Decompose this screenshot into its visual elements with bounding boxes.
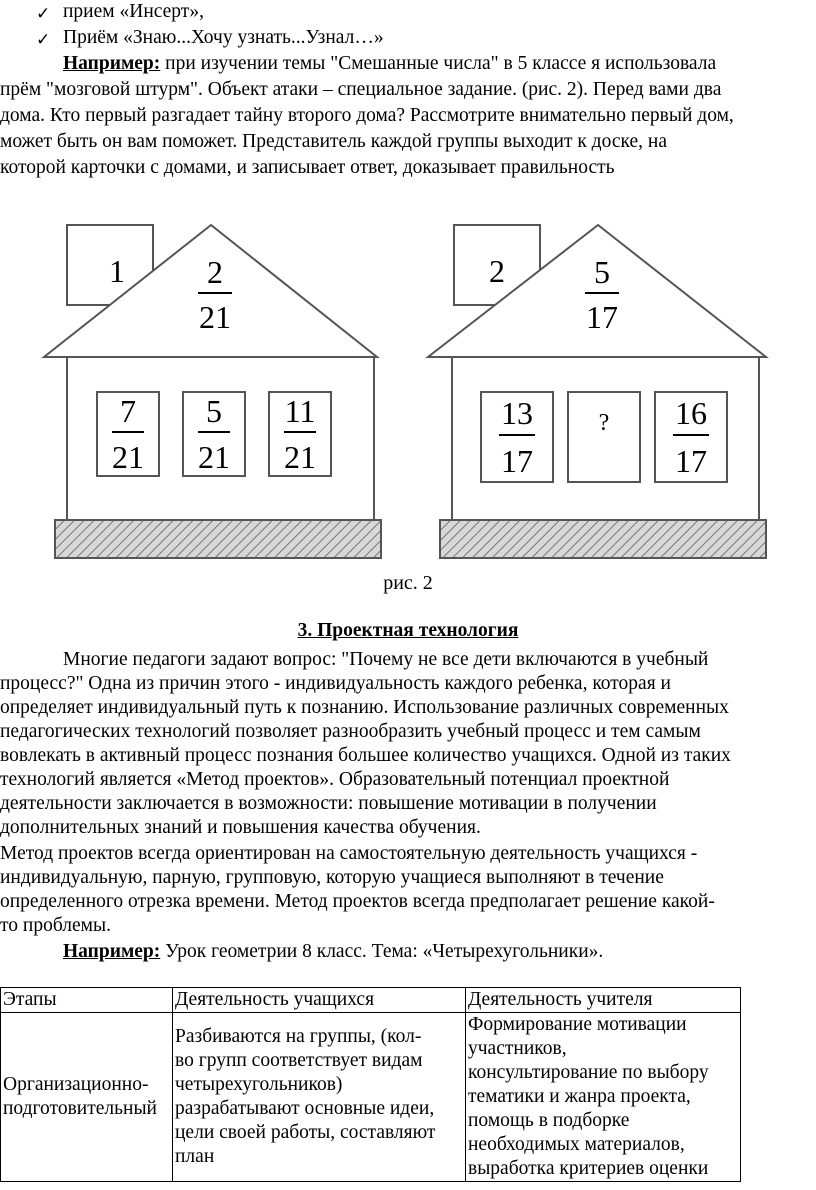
students-cell bbox=[173, 1013, 466, 1182]
window-fraction-denominator: 17 bbox=[675, 443, 707, 479]
table-header-row bbox=[1, 988, 741, 1013]
table-header-cell: Деятельность учителя bbox=[466, 988, 741, 1013]
teacher-line: Формирование мотивации bbox=[468, 1014, 687, 1035]
paragraph-line: педагогических технологий позволяет разнообразить учебный процесс и тем самым bbox=[0, 721, 701, 742]
chimney-2-number: 2 bbox=[489, 253, 505, 289]
example1-label: Например: bbox=[63, 53, 161, 74]
table-header-cell: Деятельность учащихся bbox=[173, 988, 466, 1013]
paragraph-line: вовлекать в активный процесс познания большее количество учащихся. Одной из таких bbox=[0, 745, 731, 766]
paragraph-line: определенного отрезка времени. Метод проектов всегда предполагает решение какой- bbox=[0, 891, 715, 912]
paragraph-line: Многие педагоги задают вопрос: "Почему не все дети включаются в учебный bbox=[63, 649, 709, 670]
window-fraction-denominator: 21 bbox=[198, 439, 230, 475]
window-2-2 bbox=[568, 392, 640, 482]
paragraph-line: технологий является «Метод проектов». Образовательный потенциал проектной bbox=[0, 769, 670, 790]
table-header-cell: Этапы bbox=[1, 988, 173, 1013]
checkmark-icon: ✓ bbox=[36, 4, 51, 24]
paragraph-line: индивидуальную, парную, групповую, которую учащиеся выполняют в течение bbox=[0, 867, 664, 888]
houses-figure bbox=[0, 195, 816, 615]
paragraph-line: процесс?" Одна из причин этого - индивидуальность каждого ребенка, которая и bbox=[0, 673, 671, 694]
window-fraction-numerator: 7 bbox=[120, 393, 136, 429]
students-line: четырехугольников) bbox=[175, 1074, 343, 1095]
figure-caption: рис. 2 bbox=[383, 572, 433, 594]
roof-2-numerator: 5 bbox=[594, 254, 610, 290]
stage-line: подготовительный bbox=[3, 1098, 157, 1119]
paragraph-line: дополнительных знаний и повышения качества обучения. bbox=[0, 817, 481, 838]
window-fraction-denominator: 17 bbox=[501, 443, 533, 479]
students-line: Разбиваются на группы, (кол- bbox=[175, 1026, 422, 1047]
window-fraction-denominator: 21 bbox=[112, 439, 144, 475]
window-fraction-numerator: 13 bbox=[501, 395, 533, 431]
window-unknown-mark: ? bbox=[598, 410, 610, 436]
foundation-2 bbox=[440, 520, 766, 558]
roof-1-numerator: 2 bbox=[207, 254, 223, 290]
stage-cell bbox=[1, 1013, 173, 1182]
example2-label: Например: bbox=[63, 941, 161, 962]
example1-first-line bbox=[63, 52, 716, 76]
window-fraction-denominator: 21 bbox=[284, 439, 316, 475]
roof-1-denominator: 21 bbox=[199, 299, 231, 335]
students-line: план bbox=[175, 1146, 215, 1167]
paragraph-line: то проблемы. bbox=[0, 915, 111, 936]
checkmark-icon: ✓ bbox=[36, 30, 51, 50]
teacher-line: необходимых материалов, bbox=[468, 1134, 685, 1155]
section-heading: 3. Проектная технология bbox=[297, 620, 519, 641]
students-line: во групп соответствует видам bbox=[175, 1050, 423, 1071]
example1-line: которой карточки с домами, и записывает ответ, доказывает правильность bbox=[0, 157, 615, 178]
window-fraction-numerator: 16 bbox=[675, 395, 707, 431]
teacher-cell bbox=[466, 1013, 741, 1182]
students-line: разрабатывают основные идеи, bbox=[175, 1098, 435, 1119]
teacher-line: помощь в подборке bbox=[468, 1110, 630, 1131]
example2-line bbox=[63, 940, 603, 964]
house-2 bbox=[428, 225, 766, 558]
house-1 bbox=[44, 225, 381, 558]
example1-text: при изучении темы "Смешанные числа" в 5 классе я использовала bbox=[160, 53, 717, 74]
paragraph-line: деятельности заключается в возможности: повышение мотивации в получении bbox=[0, 793, 657, 814]
students-line: цели своей работы, составляют bbox=[175, 1122, 436, 1143]
roof-2-denominator: 17 bbox=[586, 299, 618, 335]
teacher-line: участников, bbox=[468, 1038, 567, 1059]
teacher-line: выработка критериев оценки bbox=[468, 1158, 709, 1179]
teacher-line: консультирование по выбору bbox=[468, 1062, 709, 1083]
table-row bbox=[1, 1013, 741, 1182]
example2-text: Урок геометрии 8 класс. Тема: «Четырехугольники». bbox=[160, 941, 604, 962]
example1-line: дома. Кто первый разгадает тайну второго дома? Рассмотрите внимательно первый дом, bbox=[0, 105, 734, 126]
example1-line: прём "мозговой штурм". Объект атаки – специальное задание. (рис. 2). Перед вами два bbox=[0, 79, 722, 100]
teacher-line: тематики и жанра проекта, bbox=[468, 1086, 691, 1107]
bullet-know-want-learn: Приём «Знаю...Хочу узнать...Узнал…» bbox=[63, 27, 384, 48]
bullet-insert: прием «Инсерт», bbox=[63, 1, 204, 22]
stage-line: Организационно- bbox=[3, 1074, 149, 1095]
window-fraction-numerator: 11 bbox=[284, 393, 316, 429]
window-fraction-numerator: 5 bbox=[206, 393, 222, 429]
chimney-1-number: 1 bbox=[109, 253, 125, 289]
stages-table bbox=[0, 987, 741, 1182]
example1-line: может быть он вам поможет. Представитель каждой группы выходит к доске, на bbox=[0, 131, 667, 152]
paragraph-line: определяет индивидуальный путь к познанию. Использование различных современных bbox=[0, 697, 729, 718]
paragraph-line: Метод проектов всегда ориентирован на самостоятельную деятельность учащихся - bbox=[0, 843, 698, 864]
foundation-1 bbox=[55, 520, 381, 558]
